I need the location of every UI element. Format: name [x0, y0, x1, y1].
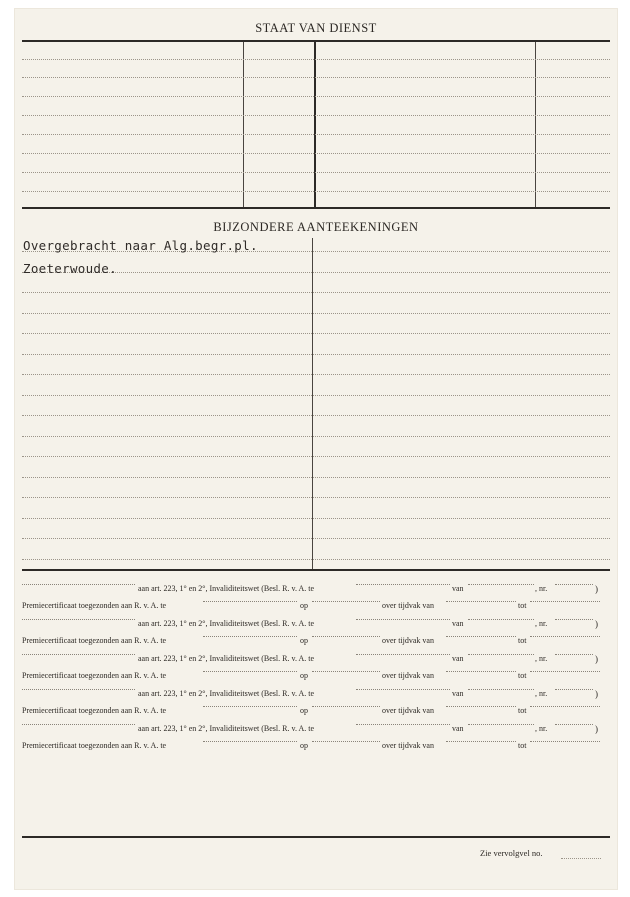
ruled-line: [22, 153, 610, 154]
close-paren: ): [595, 619, 598, 629]
tot-label: tot: [518, 741, 527, 750]
ruled-line: [22, 292, 610, 293]
ruled-line: [22, 134, 610, 135]
vervolgvel-fill: [561, 858, 601, 859]
tot-label: tot: [518, 671, 527, 680]
column-divider: [312, 238, 313, 569]
tijdvak-label: over tijdvak van: [382, 671, 434, 680]
tijdvak-label: over tijdvak van: [382, 741, 434, 750]
ruled-line: [22, 59, 610, 60]
premiecertificaat-line: [14, 741, 618, 754]
premiecertificaat-line: [14, 636, 618, 649]
column-divider: [535, 42, 536, 207]
ruled-line: [22, 115, 610, 116]
record-card: [14, 8, 618, 890]
van-label: van: [452, 654, 464, 663]
op-label: op: [300, 671, 308, 680]
ruled-line: [22, 497, 610, 498]
staat-van-dienst-title: STAAT VAN DIENST: [255, 21, 377, 35]
ruled-line: [22, 477, 610, 478]
ruled-line: [22, 559, 610, 560]
top-thick-rule: [22, 40, 610, 42]
invaliditeit-line: [14, 724, 618, 737]
premie-label: Premiecertificaat toegezonden aan R. v. A. te: [22, 636, 167, 645]
invaliditeit-line: [14, 689, 618, 702]
art-label: aan art. 223, 1° en 2°, Invaliditeitswet (Besl. R. v. A. te: [138, 584, 315, 593]
nr-label: , nr.: [535, 654, 548, 663]
tijdvak-label: over tijdvak van: [382, 706, 434, 715]
nr-label: , nr.: [535, 584, 548, 593]
ruled-line: [22, 77, 610, 78]
op-label: op: [300, 601, 308, 610]
ruled-line: [22, 313, 610, 314]
invaliditeit-line: [14, 584, 618, 597]
nr-label: , nr.: [535, 619, 548, 628]
art-label: aan art. 223, 1° en 2°, Invaliditeitswet (Besl. R. v. A. te: [138, 689, 315, 698]
footer-thick-rule: [22, 836, 610, 838]
ruled-line: [22, 518, 610, 519]
bijzondere-aanteekeningen-title: BIJZONDERE AANTEEKENINGEN: [213, 220, 419, 234]
art-label: aan art. 223, 1° en 2°, Invaliditeitswet (Besl. R. v. A. te: [138, 654, 315, 663]
invaliditeit-line: [14, 654, 618, 667]
tot-label: tot: [518, 636, 527, 645]
premie-label: Premiecertificaat toegezonden aan R. v. A. te: [22, 671, 167, 680]
premiecertificaat-line: [14, 601, 618, 614]
tijdvak-label: over tijdvak van: [382, 601, 434, 610]
section-thick-rule: [22, 207, 610, 209]
vervolgvel-label: Zie vervolgvel no.: [480, 848, 543, 858]
premiecertificaat-line: [14, 671, 618, 684]
ruled-line: [22, 96, 610, 97]
premiecertificaat-line: [14, 706, 618, 719]
ruled-line: [22, 415, 610, 416]
ruled-line: [22, 538, 610, 539]
premie-label: Premiecertificaat toegezonden aan R. v. A. te: [22, 741, 167, 750]
nr-label: , nr.: [535, 689, 548, 698]
column-divider: [243, 42, 244, 207]
art-label: aan art. 223, 1° en 2°, Invaliditeitswet (Besl. R. v. A. te: [138, 724, 315, 733]
tijdvak-label: over tijdvak van: [382, 636, 434, 645]
column-divider: [314, 42, 316, 207]
ruled-line: [22, 172, 610, 173]
van-label: van: [452, 689, 464, 698]
op-label: op: [300, 706, 308, 715]
art-label: aan art. 223, 1° en 2°, Invaliditeitswet (Besl. R. v. A. te: [138, 619, 315, 628]
premie-label: Premiecertificaat toegezonden aan R. v. A. te: [22, 601, 167, 610]
close-paren: ): [595, 724, 598, 734]
close-paren: ): [595, 689, 598, 699]
tot-label: tot: [518, 706, 527, 715]
ruled-line: [22, 395, 610, 396]
tot-label: tot: [518, 601, 527, 610]
op-label: op: [300, 741, 308, 750]
ruled-line: [22, 191, 610, 192]
nr-label: , nr.: [535, 724, 548, 733]
close-paren: ): [595, 584, 598, 594]
ruled-line: [22, 333, 610, 334]
ruled-line: [22, 436, 610, 437]
van-label: van: [452, 584, 464, 593]
close-paren: ): [595, 654, 598, 664]
premie-label: Premiecertificaat toegezonden aan R. v. A. te: [22, 706, 167, 715]
van-label: van: [452, 619, 464, 628]
invaliditeit-line: [14, 619, 618, 632]
van-label: van: [452, 724, 464, 733]
ruled-line: [22, 456, 610, 457]
section-thick-rule: [22, 569, 610, 571]
ruled-line: [22, 374, 610, 375]
typed-entry: Zoeterwoude.: [23, 261, 117, 276]
op-label: op: [300, 636, 308, 645]
ruled-line: [22, 354, 610, 355]
typed-entry: Overgebracht naar Alg.begr.pl.: [23, 238, 258, 253]
